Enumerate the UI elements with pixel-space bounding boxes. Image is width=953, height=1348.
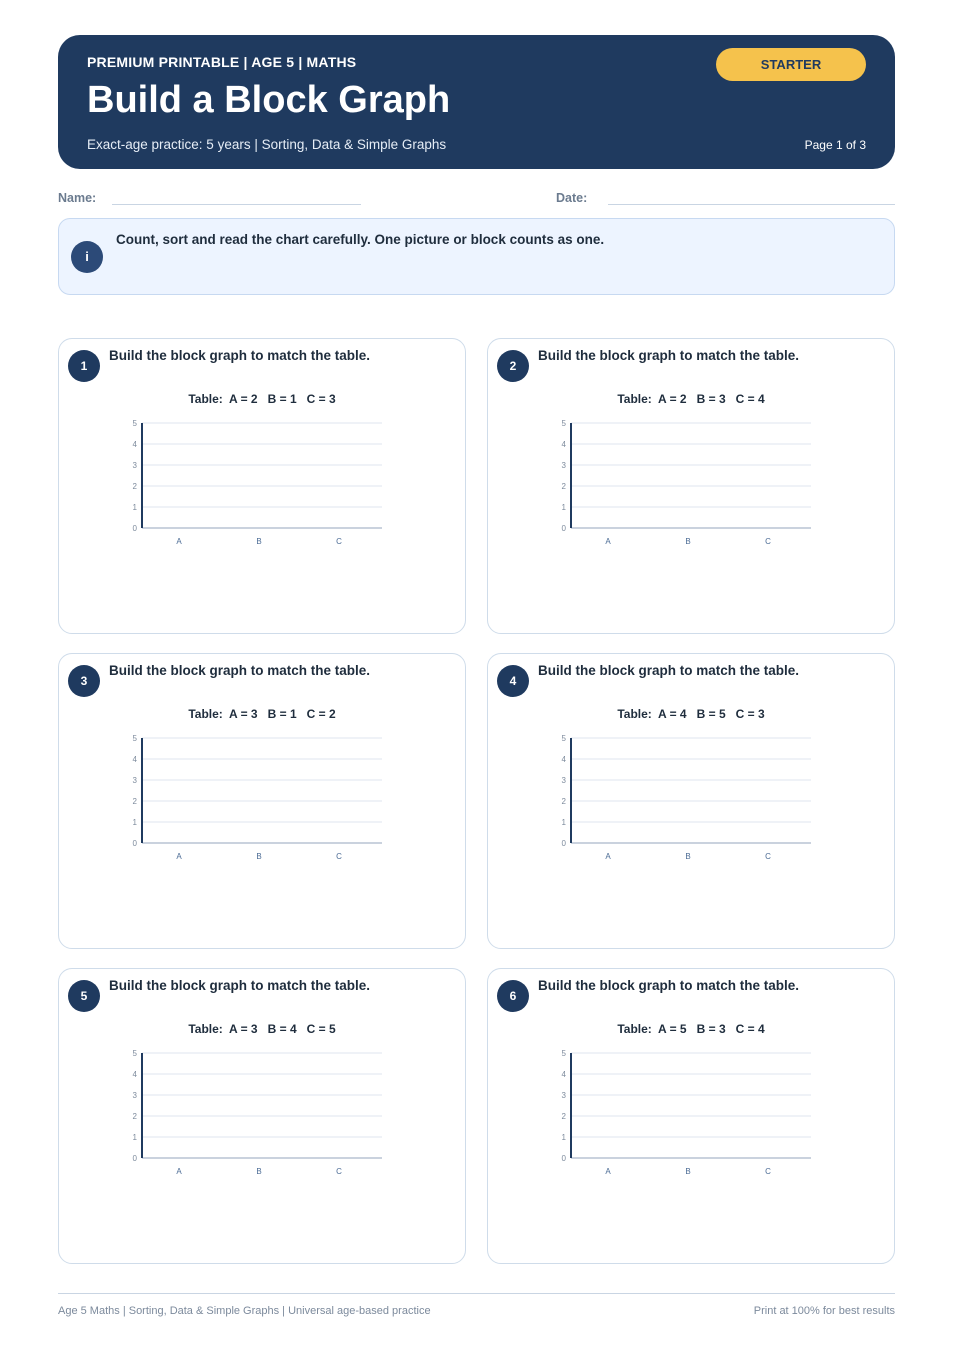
question-number: 1 [68, 350, 100, 382]
instruction-box [58, 218, 895, 295]
name-field-line[interactable] [112, 204, 361, 205]
block-graph[interactable] [548, 414, 818, 554]
question-prompt: Build the block graph to match the table. [538, 663, 800, 678]
question-card [58, 653, 466, 949]
question-number: 5 [68, 980, 100, 1012]
question-number: 2 [497, 350, 529, 382]
y-tick-label: 5 [561, 734, 566, 743]
block-graph[interactable] [119, 414, 389, 554]
page-title: Build a Block Graph [87, 79, 451, 121]
y-tick-label: 2 [561, 1112, 566, 1121]
question-card [487, 968, 895, 1264]
header-subtitle: Exact-age practice: 5 years | Sorting, Data & Simple Graphs [87, 137, 447, 152]
y-tick-label: 0 [561, 524, 566, 533]
info-icon: i [71, 241, 103, 273]
question-card [487, 338, 895, 634]
x-category-label: A [176, 537, 182, 546]
y-tick-label: 1 [561, 503, 566, 512]
y-tick-label: 1 [561, 818, 566, 827]
question-number: 4 [497, 665, 529, 697]
y-tick-label: 5 [132, 734, 137, 743]
data-table-text: Table: A = 3 B = 1 C = 2 [188, 707, 336, 721]
x-category-label: C [336, 537, 342, 546]
footer-divider [58, 1293, 895, 1294]
question-card [58, 338, 466, 634]
data-table-text: Table: A = 2 B = 1 C = 3 [188, 392, 336, 406]
data-table-text: Table: A = 5 B = 3 C = 4 [617, 1022, 765, 1036]
x-category-label: B [685, 852, 691, 861]
data-table-text: Table: A = 4 B = 5 C = 3 [617, 707, 765, 721]
x-category-label: A [605, 1167, 611, 1176]
footer-right-text: Print at 100% for best results [753, 1305, 895, 1317]
y-tick-label: 3 [132, 776, 137, 785]
data-table-text: Table: A = 2 B = 3 C = 4 [617, 392, 765, 406]
question-card [58, 968, 466, 1264]
question-prompt: Build the block graph to match the table. [109, 348, 371, 363]
x-category-label: C [336, 852, 342, 861]
question-number: 3 [68, 665, 100, 697]
worksheet-header [58, 35, 895, 169]
y-tick-label: 1 [132, 503, 137, 512]
x-category-label: A [176, 852, 182, 861]
y-tick-label: 4 [132, 440, 137, 449]
y-tick-label: 3 [132, 1091, 137, 1100]
question-card [487, 653, 895, 949]
question-prompt: Build the block graph to match the table. [538, 348, 800, 363]
y-tick-label: 5 [561, 419, 566, 428]
y-tick-label: 4 [561, 440, 566, 449]
x-category-label: A [176, 1167, 182, 1176]
question-prompt: Build the block graph to match the table. [109, 978, 371, 993]
x-category-label: C [765, 1167, 771, 1176]
y-tick-label: 1 [132, 1133, 137, 1142]
y-tick-label: 3 [132, 461, 137, 470]
question-prompt: Build the block graph to match the table. [109, 663, 371, 678]
y-tick-label: 2 [132, 482, 137, 491]
y-tick-label: 4 [561, 1070, 566, 1079]
x-category-label: C [765, 852, 771, 861]
x-category-label: B [256, 852, 262, 861]
name-label: Name: [58, 191, 97, 205]
y-tick-label: 1 [561, 1133, 566, 1142]
instruction-text: Count, sort and read the chart carefully. One picture or block counts as one. [116, 232, 605, 247]
y-tick-label: 0 [561, 1154, 566, 1163]
y-tick-label: 3 [561, 1091, 566, 1100]
x-category-label: A [605, 537, 611, 546]
footer-left-text: Age 5 Maths | Sorting, Data & Simple Graphs | Universal age-based practice [58, 1305, 431, 1317]
y-tick-label: 2 [132, 797, 137, 806]
x-category-label: A [605, 852, 611, 861]
data-table-text: Table: A = 3 B = 4 C = 5 [188, 1022, 336, 1036]
x-category-label: C [336, 1167, 342, 1176]
y-tick-label: 5 [132, 1049, 137, 1058]
level-badge: STARTER [716, 48, 866, 81]
x-category-label: B [685, 1167, 691, 1176]
y-tick-label: 0 [132, 524, 137, 533]
y-tick-label: 3 [561, 776, 566, 785]
y-tick-label: 4 [132, 755, 137, 764]
y-tick-label: 0 [132, 1154, 137, 1163]
x-category-label: B [685, 537, 691, 546]
y-tick-label: 4 [132, 1070, 137, 1079]
y-tick-label: 4 [561, 755, 566, 764]
y-tick-label: 5 [561, 1049, 566, 1058]
x-category-label: C [765, 537, 771, 546]
y-tick-label: 2 [132, 1112, 137, 1121]
question-prompt: Build the block graph to match the table. [538, 978, 800, 993]
y-tick-label: 5 [132, 419, 137, 428]
block-graph[interactable] [548, 729, 818, 869]
date-field-line[interactable] [608, 204, 895, 205]
header-kicker: PREMIUM PRINTABLE | AGE 5 | MATHS [87, 54, 357, 70]
y-tick-label: 0 [132, 839, 137, 848]
block-graph[interactable] [548, 1044, 818, 1184]
block-graph[interactable] [119, 1044, 389, 1184]
page-number: Page 1 of 3 [804, 138, 866, 152]
y-tick-label: 3 [561, 461, 566, 470]
x-category-label: B [256, 537, 262, 546]
y-tick-label: 1 [132, 818, 137, 827]
question-number: 6 [497, 980, 529, 1012]
date-label: Date: [556, 191, 588, 205]
y-tick-label: 0 [561, 839, 566, 848]
x-category-label: B [256, 1167, 262, 1176]
y-tick-label: 2 [561, 482, 566, 491]
block-graph[interactable] [119, 729, 389, 869]
y-tick-label: 2 [561, 797, 566, 806]
